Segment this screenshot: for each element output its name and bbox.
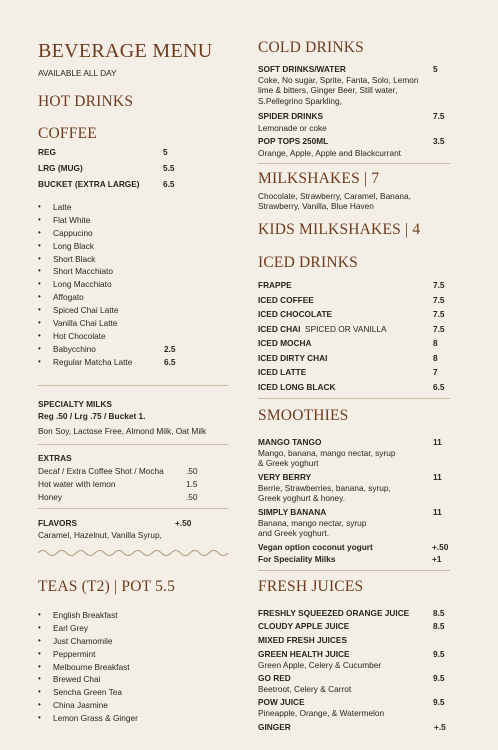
juice-name: POW JUICE xyxy=(258,697,305,707)
item-price: 2.5 xyxy=(164,343,176,354)
list-item: • Babycchino 2.5 xyxy=(38,343,132,356)
iced-item-price: 7 xyxy=(433,367,438,377)
extra-name: Hot water with lemon xyxy=(38,479,116,489)
extra-name: Decaf / Extra Coffee Shot / Mocha xyxy=(38,466,164,476)
list-item: • Peppermint xyxy=(38,648,138,661)
list-item: • Long Macchiato xyxy=(38,278,132,291)
list-item: • Short Black xyxy=(38,253,132,266)
milkshakes-heading: MILKSHAKES | 7 xyxy=(258,170,380,187)
list-item: • Affogato xyxy=(38,291,132,304)
vegan-option: Vegan option coconut yogurt xyxy=(258,542,373,552)
juice-price: 9.5 xyxy=(433,697,445,707)
juice-name: MIXED FRESH JUICES xyxy=(258,635,347,645)
size-price: 5 xyxy=(163,147,168,157)
divider xyxy=(38,444,228,445)
iced-item-name: ICED CHAI SPICED OR VANILLA xyxy=(258,324,387,334)
spider-drinks-name: SPIDER DRINKS xyxy=(258,111,324,121)
smoothie-name: MANGO TANGO xyxy=(258,437,322,447)
iced-item-name: ICED LONG BLACK xyxy=(258,382,336,392)
juice-desc: Pineapple, Orange, & Watermelon xyxy=(258,708,385,718)
juice-price: 8.5 xyxy=(433,621,445,631)
list-item: • Flat White xyxy=(38,214,132,227)
iced-item-price: 7.5 xyxy=(433,324,445,334)
iced-drinks-heading: ICED DRINKS xyxy=(258,254,358,271)
divider xyxy=(258,163,450,164)
iced-item-name: ICED DIRTY CHAI xyxy=(258,353,328,363)
juice-name: GINGER xyxy=(258,722,291,732)
smoothie-price: 11 xyxy=(433,472,442,482)
speciality-milks: For Speciality Milks xyxy=(258,554,336,564)
cold-drinks-heading: COLD DRINKS xyxy=(258,39,364,56)
iced-item-note: SPICED OR VANILLA xyxy=(305,324,387,334)
size-label: BUCKET (EXTRA LARGE) xyxy=(38,179,140,189)
juice-desc: Beetroot, Celery & Carrot xyxy=(258,684,352,694)
specialty-options: Bon Soy, Lactose Free, Almond Milk, Oat Milk xyxy=(38,426,207,436)
smoothie-name: VERY BERRY xyxy=(258,472,312,482)
flavors-price: +.50 xyxy=(175,518,192,528)
extra-name: Honey xyxy=(38,492,62,502)
specialty-sizes: Reg .50 / Lrg .75 / Bucket 1. xyxy=(38,411,146,421)
smoothie-desc: Banana, mango nectar, syrup and Greek yoghurt. xyxy=(258,518,367,539)
iced-item-price: 7.5 xyxy=(433,295,445,305)
list-item: • Vanilla Chai Latte xyxy=(38,317,132,330)
specialty-heading: SPECIALTY MILKS xyxy=(38,399,112,409)
speciality-price: +1 xyxy=(432,554,442,564)
juice-name: GREEN HEALTH JUICE xyxy=(258,649,350,659)
flavors-heading: FLAVORS xyxy=(38,518,78,528)
soft-drinks-price: 5 xyxy=(433,64,438,74)
iced-item-price: 6.5 xyxy=(433,382,445,392)
divider xyxy=(38,385,228,386)
fresh-juices-heading: FRESH JUICES xyxy=(258,578,364,595)
coffee-heading: COFFEE xyxy=(38,125,97,142)
list-item: • Cappucino xyxy=(38,227,132,240)
smoothies-heading: SMOOTHIES xyxy=(258,407,349,424)
size-label: LRG (MUG) xyxy=(38,163,83,173)
divider xyxy=(258,570,450,571)
juice-desc: Green Apple, Celery & Cucumber xyxy=(258,660,382,670)
smoothie-name: SIMPLY BANANA xyxy=(258,507,327,517)
extra-price: .50 xyxy=(186,466,198,476)
iced-item-name: ICED MOCHA xyxy=(258,338,312,348)
hot-drinks-heading: HOT DRINKS xyxy=(38,93,134,110)
pop-tops-name: POP TOPS 250ML xyxy=(258,136,329,146)
size-price: 5.5 xyxy=(163,163,175,173)
menu-subtitle: AVAILABLE ALL DAY xyxy=(38,68,117,78)
iced-item-price: 7.5 xyxy=(433,309,445,319)
list-item: • Short Macchiato xyxy=(38,265,132,278)
size-label: REG xyxy=(38,147,56,157)
list-item: • Brewed Chai xyxy=(38,673,138,686)
spider-drinks-price: 7.5 xyxy=(433,111,445,121)
extra-price: 1.5 xyxy=(186,479,198,489)
juice-name: CLOUDY APPLE JUICE xyxy=(258,621,350,631)
iced-item-name: ICED LATTE xyxy=(258,367,307,377)
iced-item-name: ICED CHOCOLATE xyxy=(258,309,333,319)
juice-name: GO RED xyxy=(258,673,291,683)
juice-price: 9.5 xyxy=(433,673,445,683)
list-item: • Latte xyxy=(38,201,132,214)
divider xyxy=(258,398,450,399)
teas-heading: TEAS (T2) | POT 5.5 xyxy=(38,578,176,595)
juice-name: FRESHLY SQUEEZED ORANGE JUICE xyxy=(258,608,410,618)
list-item: • China Jasmine xyxy=(38,699,138,712)
soft-drinks-desc: Coke, No sugar, Sprite, Fanta, Solo, Lemon lime & bitters, Ginger Beer, Still water, S.Pellegrino Sparkling, xyxy=(258,75,419,106)
juice-price: 9.5 xyxy=(433,649,445,659)
list-item: • Earl Grey xyxy=(38,622,138,635)
list-item: • Lemon Grass & Ginger xyxy=(38,712,138,725)
extras-heading: EXTRAS xyxy=(38,453,72,463)
milkshakes-desc: Chocolate, Strawberry, Caramel, Banana, Strawberry, Vanilla, Blue Haven xyxy=(258,191,411,212)
iced-item-price: 8 xyxy=(433,353,438,363)
menu-title: BEVERAGE MENU xyxy=(38,40,213,62)
list-item: • Melbourne Breakfast xyxy=(38,661,138,674)
coffee-list xyxy=(38,201,176,369)
smoothie-price: 11 xyxy=(433,507,442,517)
item-price: 6.5 xyxy=(164,356,176,367)
wave-divider xyxy=(38,548,228,558)
list-item: • Just Chamomile xyxy=(38,635,138,648)
kids-milkshakes-heading: KIDS MILKSHAKES | 4 xyxy=(258,221,421,238)
spider-drinks-desc: Lemonade or coke xyxy=(258,123,327,133)
juice-price: +.5 xyxy=(434,722,446,732)
vegan-price: +.50 xyxy=(432,542,449,552)
iced-item-name: ICED COFFEE xyxy=(258,295,314,305)
size-price: 6.5 xyxy=(163,179,175,189)
soft-drinks-name: SOFT DRINKS/WATER xyxy=(258,64,346,74)
list-item: • Regular Matcha Latte 6.5 xyxy=(38,356,132,369)
juice-price: 8.5 xyxy=(433,608,445,618)
list-item: • Hot Chocolate xyxy=(38,330,132,343)
flavors-options: Caramel, Hazelnut, Vanilla Syrup, xyxy=(38,530,162,540)
iced-item-name: FRAPPE xyxy=(258,280,292,290)
extra-price: .50 xyxy=(186,492,198,502)
iced-item-price: 7.5 xyxy=(433,280,445,290)
smoothie-desc: Mango, banana, mango nectar, syrup & Greek yoghurt xyxy=(258,448,396,469)
smoothie-desc: Berrie, Strawberries, banana, syrup, Greek yoghurt & honey. xyxy=(258,483,391,504)
teas-list xyxy=(38,609,138,725)
pop-tops-desc: Orange, Apple, Apple and Blackcurrant xyxy=(258,148,401,158)
divider xyxy=(38,508,228,509)
smoothie-price: 11 xyxy=(433,437,442,447)
list-item: • Sencha Green Tea xyxy=(38,686,138,699)
list-item: • Spiced Chai Latte xyxy=(38,304,132,317)
pop-tops-price: 3.5 xyxy=(433,136,445,146)
iced-item-price: 8 xyxy=(433,338,438,348)
list-item: • English Breakfast xyxy=(38,609,138,622)
list-item: • Long Black xyxy=(38,240,132,253)
